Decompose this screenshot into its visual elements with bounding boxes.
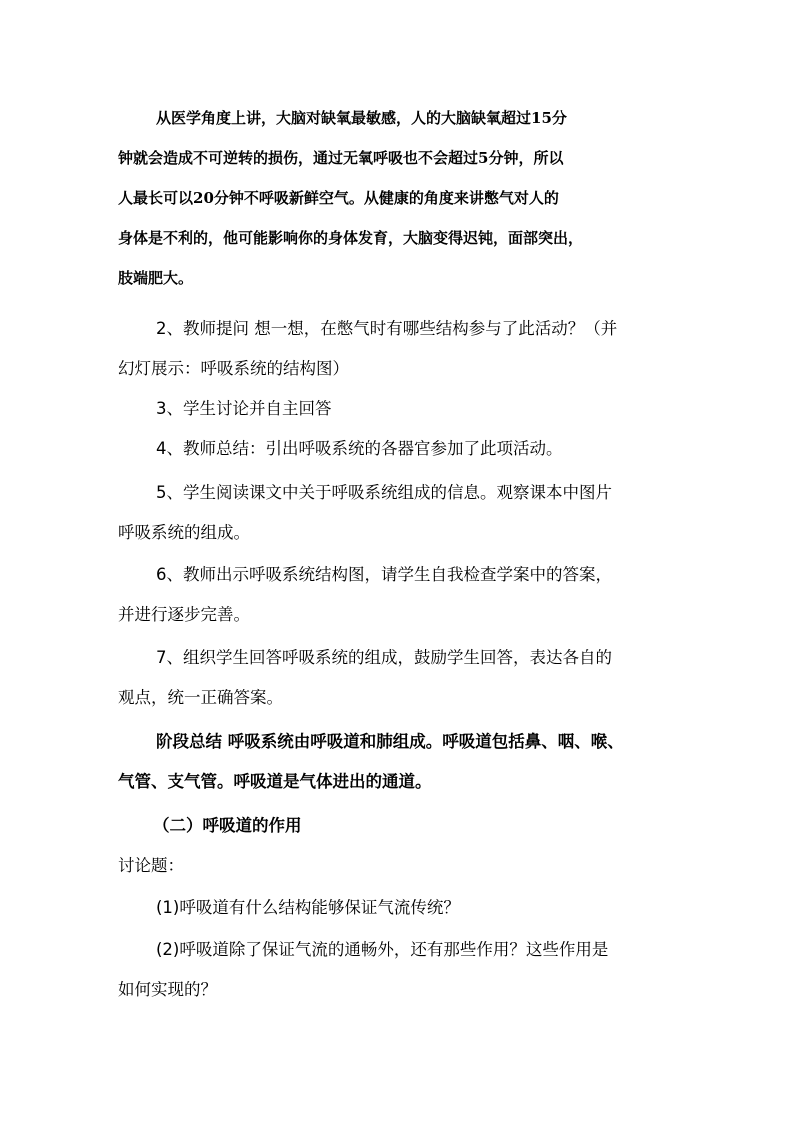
- step-2-line: 2、教师提问 想一想，在憋气时有哪些结构参与了此活动？（并: [156, 319, 618, 338]
- step-7-line: 观点，统一正确答案。: [118, 688, 283, 707]
- step-2-line: 幻灯展示：呼吸系统的结构图）: [118, 359, 349, 378]
- question-1: [118, 888, 678, 928]
- step-4-paragraph: [118, 429, 678, 469]
- step-3-paragraph: [118, 389, 678, 429]
- section-title-text: （二）呼吸道的作用: [153, 816, 302, 835]
- step-7-paragraph: [118, 638, 678, 718]
- stage-summary-line: 气管、支气管。呼吸道是气体进出的通道。: [118, 772, 432, 791]
- step-7-line: 7、组织学生回答呼吸系统的组成，鼓励学生回答，表达各自的: [156, 648, 612, 667]
- step-5-line: 呼吸系统的组成。: [118, 523, 250, 542]
- step-4-line: 4、教师总结：引出呼吸系统的各器官参加了此项活动。: [156, 439, 563, 458]
- step-2-paragraph: [118, 309, 678, 389]
- question-2-line: (2)呼吸道除了保证气流的通畅外，还有那些作用？这些作用是: [156, 940, 609, 959]
- step-3-line: 3、学生讨论并自主回答: [156, 399, 332, 418]
- question-2-line: 如何实现的？: [118, 980, 217, 999]
- question-1-line: (1)呼吸道有什么结构能够保证气流传统？: [156, 898, 460, 917]
- intro-line: 人最长可以20分钟不呼吸新鲜空气。从健康的角度来讲憋气对人的: [118, 189, 559, 207]
- discussion-label-text: 讨论题：: [118, 856, 184, 875]
- stage-summary: [118, 722, 678, 802]
- section-title: [118, 806, 678, 846]
- intro-line: 钟就会造成不可逆转的损伤，通过无氧呼吸也不会超过5分钟，所以: [118, 149, 564, 167]
- step-6-paragraph: [118, 555, 678, 635]
- intro-line: 身体是不利的，他可能影响你的身体发育，大脑变得迟钝，面部突出，: [118, 229, 584, 247]
- step-6-line: 并进行逐步完善。: [118, 605, 250, 624]
- question-2: [118, 930, 678, 1010]
- intro-line: 肢端肥大。: [118, 269, 194, 287]
- stage-summary-line: 阶段总结 呼吸系统由呼吸道和肺组成。呼吸道包括鼻、咽、喉、: [156, 732, 624, 751]
- step-5-paragraph: [118, 473, 678, 553]
- intro-line: 从医学角度上讲，大脑对缺氧最敏感，人的大脑缺氧超过15分: [156, 109, 567, 127]
- step-6-line: 6、教师出示呼吸系统结构图，请学生自我检查学案中的答案，: [156, 565, 612, 584]
- step-5-line: 5、学生阅读课文中关于呼吸系统组成的信息。观察课本中图片: [156, 483, 612, 502]
- discussion-label: [118, 846, 678, 886]
- intro-paragraph: [118, 98, 678, 298]
